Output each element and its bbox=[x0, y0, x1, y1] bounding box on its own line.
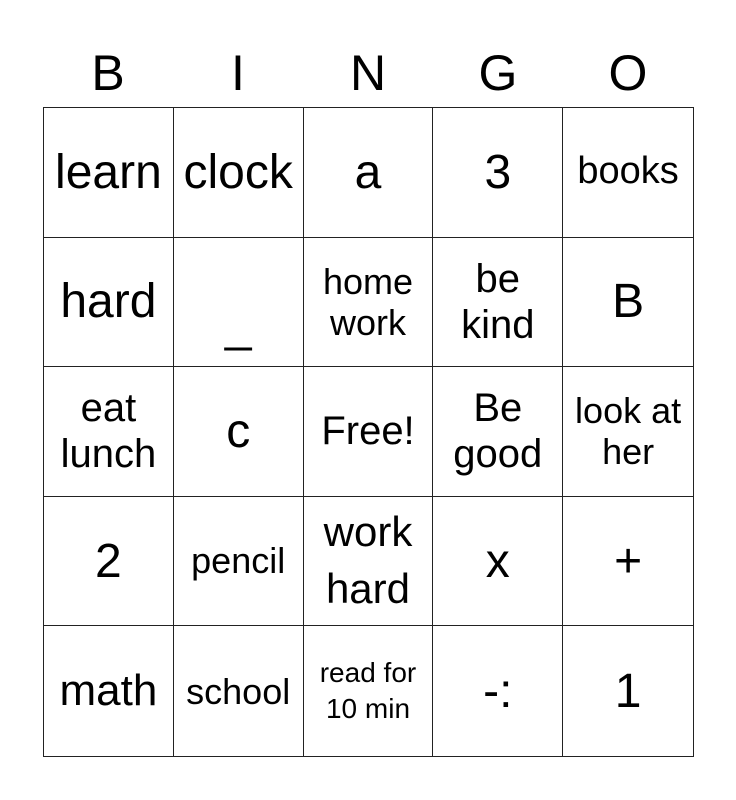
bingo-board bbox=[43, 107, 694, 757]
header-letter-b: B bbox=[91, 45, 125, 101]
header-letter-g: G bbox=[478, 45, 518, 101]
bingo-cell[interactable]: books bbox=[563, 108, 693, 238]
bingo-cell[interactable]: eat lunch bbox=[44, 367, 174, 497]
bingo-cell[interactable]: be kind bbox=[433, 238, 563, 368]
bingo-cell[interactable]: clock bbox=[174, 108, 304, 238]
bingo-cell[interactable]: _ bbox=[174, 238, 304, 368]
header-letter-o: O bbox=[608, 45, 648, 101]
bingo-header bbox=[43, 40, 693, 106]
bingo-cell[interactable]: 3 bbox=[433, 108, 563, 238]
bingo-cell[interactable]: a bbox=[304, 108, 434, 238]
bingo-cell[interactable]: c bbox=[174, 367, 304, 497]
bingo-cell[interactable]: work hard bbox=[304, 497, 434, 627]
bingo-cell[interactable]: learn bbox=[44, 108, 174, 238]
bingo-cell[interactable]: -: bbox=[433, 626, 563, 756]
bingo-cell[interactable]: read for 10 min bbox=[304, 626, 434, 756]
bingo-cell[interactable]: math bbox=[44, 626, 174, 756]
bingo-cell[interactable]: hard bbox=[44, 238, 174, 368]
bingo-cell[interactable]: look at her bbox=[563, 367, 693, 497]
bingo-cell[interactable]: Be good bbox=[433, 367, 563, 497]
bingo-cell[interactable]: x bbox=[433, 497, 563, 627]
bingo-cell[interactable]: pencil bbox=[174, 497, 304, 627]
header-letter-i: I bbox=[231, 45, 245, 101]
header-letter-n: N bbox=[349, 45, 387, 101]
bingo-cell[interactable]: home work bbox=[304, 238, 434, 368]
bingo-cell[interactable]: + bbox=[563, 497, 693, 627]
bingo-cell[interactable]: 1 bbox=[614, 664, 642, 718]
bingo-cell[interactable]: school bbox=[174, 626, 304, 756]
free-space-cell[interactable]: Free! bbox=[304, 367, 434, 497]
bingo-cell[interactable]: B bbox=[563, 238, 693, 368]
bingo-cell[interactable]: 2 bbox=[44, 497, 174, 627]
